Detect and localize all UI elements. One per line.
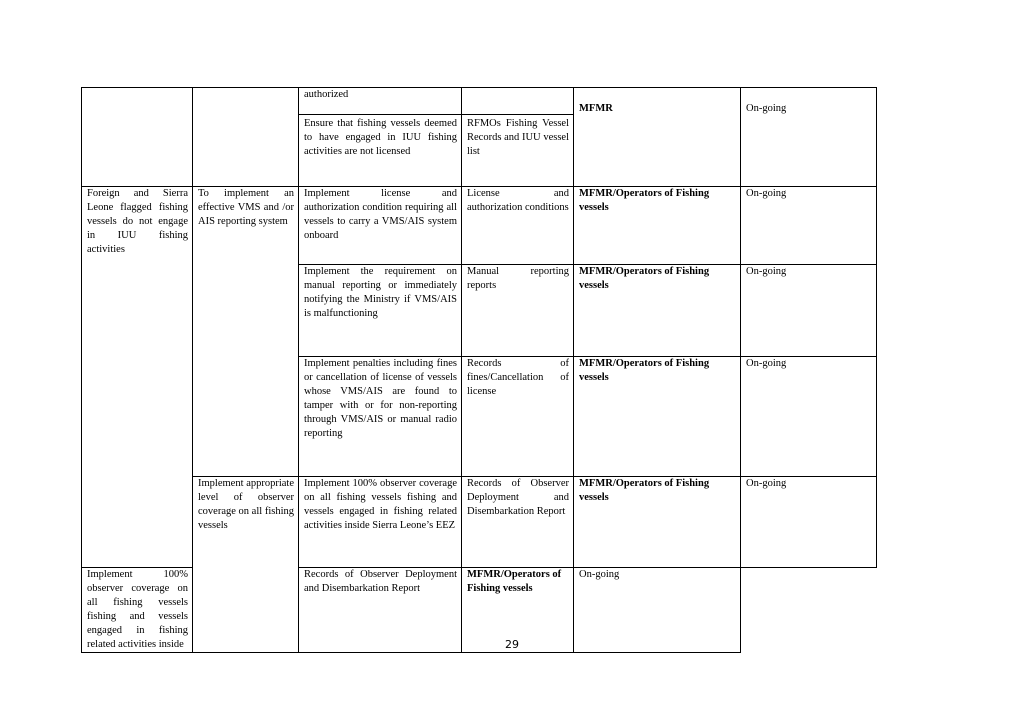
activity-cell: Implement 100% observer coverage on all fishing vessels fishing and vessels engaged in fishing related activities inside bbox=[82, 568, 193, 653]
strategy-cell: To implement an effective VMS and /or AIS reporting system bbox=[193, 187, 299, 477]
responsible-cell: MFMR bbox=[574, 88, 741, 187]
timeframe-cell: On-going bbox=[741, 187, 877, 265]
indicator-cell: License and authorization conditions bbox=[462, 187, 574, 265]
table-row bbox=[82, 187, 877, 265]
responsible-cell: MFMR/Operators of Fishing vessels bbox=[574, 357, 741, 477]
activity-cell: authorized bbox=[299, 88, 462, 115]
indicator-cell: Records of fines/Cancellation of license bbox=[462, 357, 574, 477]
objective-cell: Foreign and Sierra Leone flagged fishing vessels do not engage in IUU fishing activities bbox=[82, 187, 193, 568]
responsible-cell: MFMR/Operators of Fishing vessels bbox=[574, 477, 741, 568]
timeframe-cell: On-going bbox=[741, 88, 877, 187]
strategy-cell: Implement appropriate level of observer coverage on all fishing vessels bbox=[193, 477, 299, 653]
timeframe-cell: On-going bbox=[741, 477, 877, 568]
page-number: 29 bbox=[505, 638, 519, 651]
timeframe-cell: On-going bbox=[574, 568, 741, 653]
activity-cell: Implement penalties including fines or cancellation of license of vessels whose VMS/AIS are found to tamper with or for non-reporting through VMS/AIS or manual radio reporting bbox=[299, 357, 462, 477]
timeframe-cell: On-going bbox=[741, 357, 877, 477]
indicator-cell: RFMOs Fishing Vessel Records and IUU vessel list bbox=[462, 115, 574, 187]
objective-cell bbox=[82, 88, 193, 187]
indicator-cell: Records of Observer Deployment and Disembarkation Report bbox=[299, 568, 462, 653]
activity-cell: Implement license and authorization condition requiring all vessels to carry a VMS/AIS system onboard bbox=[299, 187, 462, 265]
responsible-cell: MFMR/Operators of Fishing vessels bbox=[462, 568, 574, 653]
indicator-cell: Manual reporting reports bbox=[462, 265, 574, 357]
table-row bbox=[82, 477, 877, 568]
indicator-cell bbox=[462, 88, 574, 115]
activity-cell: Implement the requirement on manual reporting or immediately notifying the Ministry if VMS/AIS is malfunctioning bbox=[299, 265, 462, 357]
activity-cell: Ensure that fishing vessels deemed to have engaged in IUU fishing activities are not licensed bbox=[299, 115, 462, 187]
timeframe-cell: On-going bbox=[741, 265, 877, 357]
responsible-cell: MFMR/Operators of Fishing vessels bbox=[574, 265, 741, 357]
activity-cell: Implement 100% observer coverage on all fishing vessels fishing and vessels engaged in fishing related activities inside Sierra Leone’s EEZ bbox=[299, 477, 462, 568]
indicator-cell: Records of Observer Deployment and Disembarkation Report bbox=[462, 477, 574, 568]
strategy-cell bbox=[193, 88, 299, 187]
responsible-cell: MFMR/Operators of Fishing vessels bbox=[574, 187, 741, 265]
action-plan-table bbox=[81, 87, 877, 653]
table-row bbox=[82, 88, 877, 115]
